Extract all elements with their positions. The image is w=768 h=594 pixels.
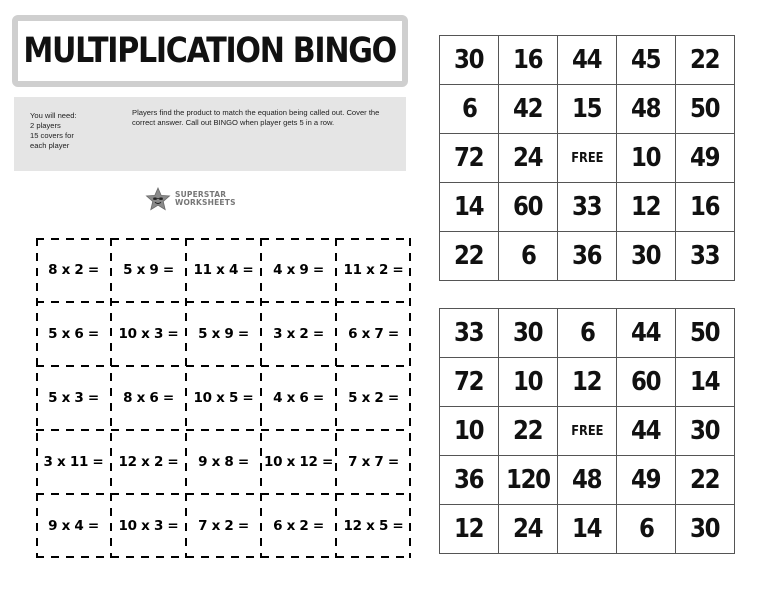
board-cell[interactable] — [499, 456, 558, 505]
board-row — [440, 309, 735, 358]
call-card[interactable]: 3 x 2 = — [273, 326, 324, 342]
title-box — [12, 15, 408, 87]
board-cell[interactable] — [676, 407, 735, 456]
board-cell-value: 10 — [454, 416, 484, 446]
board-row — [440, 134, 735, 183]
call-card[interactable]: 8 x 6 = — [123, 390, 174, 406]
call-card[interactable]: 11 x 2 = — [343, 262, 404, 278]
board-cell[interactable] — [440, 309, 499, 358]
board-cell[interactable] — [617, 36, 676, 85]
board-row — [440, 407, 735, 456]
board-cell[interactable] — [617, 309, 676, 358]
board-cell[interactable] — [617, 232, 676, 281]
board-cell-value: 10 — [631, 143, 661, 173]
board-cell-value: 10 — [513, 367, 543, 397]
logo-line-2: WORKSHEETS — [175, 198, 236, 207]
board-cell[interactable] — [499, 183, 558, 232]
board-cell[interactable] — [499, 407, 558, 456]
board-cell[interactable] — [440, 85, 499, 134]
call-card[interactable]: 6 x 7 = — [348, 326, 399, 342]
board-cell[interactable] — [676, 358, 735, 407]
board-cell[interactable] — [558, 232, 617, 281]
board-cell-value: 14 — [690, 367, 720, 397]
board-cell-value: 12 — [454, 514, 484, 544]
board-row — [440, 85, 735, 134]
board-cell-value: 60 — [631, 367, 661, 397]
board-cell-value: 22 — [454, 241, 484, 271]
board-row — [440, 36, 735, 85]
board-cell[interactable] — [440, 183, 499, 232]
board-cell[interactable] — [558, 183, 617, 232]
rules-text: Players find the product to match the equation being called out. Cover the correct answer. Call out BINGO when player gets 5 in a row. — [132, 108, 380, 127]
board-cell[interactable] — [440, 456, 499, 505]
board-row — [440, 505, 735, 554]
board-cell[interactable] — [440, 232, 499, 281]
board-cell-value: 44 — [631, 318, 661, 348]
board-cell-value: 24 — [513, 143, 543, 173]
board-cell-value: 15 — [572, 94, 602, 124]
call-card[interactable]: 5 x 9 = — [123, 262, 174, 278]
board-cell-value: 72 — [454, 143, 484, 173]
board-cell-value: 6 — [579, 318, 595, 348]
board-cell[interactable] — [499, 232, 558, 281]
call-card[interactable]: 10 x 12 = — [264, 454, 333, 470]
board-cell-value: 49 — [690, 143, 720, 173]
materials-line: You will need: — [30, 111, 77, 120]
board-cell-value: 45 — [631, 45, 661, 75]
board-cell[interactable] — [499, 358, 558, 407]
call-card[interactable]: 4 x 6 = — [273, 390, 324, 406]
board-cell-value: 48 — [572, 465, 602, 495]
superstar-logo — [145, 187, 236, 211]
board-cell[interactable] — [617, 85, 676, 134]
board-cell[interactable] — [558, 309, 617, 358]
call-card[interactable]: 9 x 8 = — [198, 454, 249, 470]
instructions-box — [14, 97, 406, 171]
free-space[interactable] — [558, 134, 617, 183]
call-card[interactable]: 7 x 2 = — [198, 518, 249, 534]
board-cell[interactable] — [558, 85, 617, 134]
call-card[interactable]: 5 x 2 = — [348, 390, 399, 406]
board-cell[interactable] — [617, 358, 676, 407]
board-row — [440, 232, 735, 281]
board-cell[interactable] — [499, 36, 558, 85]
board-cell[interactable] — [440, 358, 499, 407]
board-cell[interactable] — [558, 36, 617, 85]
board-cell-value: 49 — [631, 465, 661, 495]
board-cell-value: 6 — [520, 241, 536, 271]
board-cell-value: 120 — [506, 465, 550, 495]
board-cell-value: 30 — [690, 514, 720, 544]
call-card[interactable]: 8 x 2 = — [48, 262, 99, 278]
materials-line: 2 players — [30, 121, 61, 130]
board-cell-value: 12 — [631, 192, 661, 222]
board-cell-value: 33 — [690, 241, 720, 271]
board-row — [440, 456, 735, 505]
board-cell-value: FREE — [570, 423, 604, 439]
board-cell-value: 33 — [454, 318, 484, 348]
board-cell-value: 22 — [690, 465, 720, 495]
call-card[interactable]: 5 x 9 = — [198, 326, 249, 342]
board-cell[interactable] — [558, 456, 617, 505]
board-cell[interactable] — [499, 134, 558, 183]
board-cell-value: 22 — [690, 45, 720, 75]
call-card[interactable]: 5 x 6 = — [48, 326, 99, 342]
board-cell-value: 12 — [572, 367, 602, 397]
call-card[interactable]: 10 x 3 = — [118, 518, 179, 534]
board-cell-value: 30 — [690, 416, 720, 446]
board-row — [440, 183, 735, 232]
board-cell-value: 42 — [513, 94, 543, 124]
board-cell[interactable] — [676, 505, 735, 554]
bingo-board-1 — [439, 35, 735, 281]
board-cell[interactable] — [676, 232, 735, 281]
board-cell[interactable] — [499, 309, 558, 358]
board-cell[interactable] — [676, 183, 735, 232]
logo-line-1: SUPERSTAR — [175, 189, 227, 199]
board-row — [440, 358, 735, 407]
board-cell[interactable] — [676, 36, 735, 85]
materials-line: 15 covers for — [30, 131, 74, 140]
board-cell[interactable] — [617, 134, 676, 183]
board-cell-value: 14 — [454, 192, 484, 222]
bingo-board-2 — [439, 308, 735, 554]
call-card[interactable]: 3 x 11 = — [43, 454, 104, 470]
star-face-icon — [145, 187, 171, 211]
board-cell[interactable] — [440, 36, 499, 85]
board-cell[interactable] — [558, 505, 617, 554]
board-cell[interactable] — [499, 505, 558, 554]
materials-list — [30, 111, 120, 151]
page-title: MULTIPLICATION BINGO — [23, 31, 397, 71]
board-cell[interactable] — [558, 358, 617, 407]
board-cell[interactable] — [676, 134, 735, 183]
board-cell-value: 22 — [513, 416, 543, 446]
board-cell-value: 33 — [572, 192, 602, 222]
board-cell-value: 50 — [690, 318, 720, 348]
board-cell-value: 36 — [454, 465, 484, 495]
board-cell-value: 60 — [513, 192, 543, 222]
board-cell-value: 50 — [690, 94, 720, 124]
board-cell[interactable] — [676, 85, 735, 134]
board-cell-value: 72 — [454, 367, 484, 397]
board-cell[interactable] — [617, 183, 676, 232]
call-card[interactable]: 7 x 7 = — [348, 454, 399, 470]
materials-line: each player — [30, 141, 70, 150]
board-cell[interactable] — [617, 456, 676, 505]
board-cell[interactable] — [617, 407, 676, 456]
board-cell-value: 6 — [461, 94, 477, 124]
board-cell-value: 24 — [513, 514, 543, 544]
call-card[interactable]: 12 x 2 = — [118, 454, 179, 470]
board-cell[interactable] — [440, 407, 499, 456]
board-cell-value: 16 — [513, 45, 543, 75]
call-card-sheet — [36, 238, 411, 558]
call-card[interactable]: 6 x 2 = — [273, 518, 324, 534]
board-cell-value: 30 — [454, 45, 484, 75]
call-card[interactable]: 4 x 9 = — [273, 262, 324, 278]
free-space[interactable] — [558, 407, 617, 456]
board-cell-value: 44 — [631, 416, 661, 446]
board-cell[interactable] — [676, 309, 735, 358]
board-cell[interactable] — [617, 505, 676, 554]
board-cell-value: FREE — [570, 150, 604, 166]
board-cell-value: 6 — [638, 514, 654, 544]
board-cell[interactable] — [440, 505, 499, 554]
board-cell-value: 30 — [631, 241, 661, 271]
board-cell[interactable] — [499, 85, 558, 134]
call-card[interactable]: 10 x 3 = — [118, 326, 179, 342]
call-card[interactable]: 5 x 3 = — [48, 390, 99, 406]
call-card[interactable]: 12 x 5 = — [343, 518, 404, 534]
call-card[interactable]: 9 x 4 = — [48, 518, 99, 534]
board-cell-value: 36 — [572, 241, 602, 271]
call-card[interactable]: 11 x 4 = — [193, 262, 254, 278]
board-cell-value: 48 — [631, 94, 661, 124]
board-cell-value: 16 — [690, 192, 720, 222]
board-cell[interactable] — [440, 134, 499, 183]
board-cell[interactable] — [676, 456, 735, 505]
call-card[interactable]: 10 x 5 = — [193, 390, 254, 406]
board-cell-value: 44 — [572, 45, 602, 75]
board-cell-value: 14 — [572, 514, 602, 544]
board-cell-value: 30 — [513, 318, 543, 348]
